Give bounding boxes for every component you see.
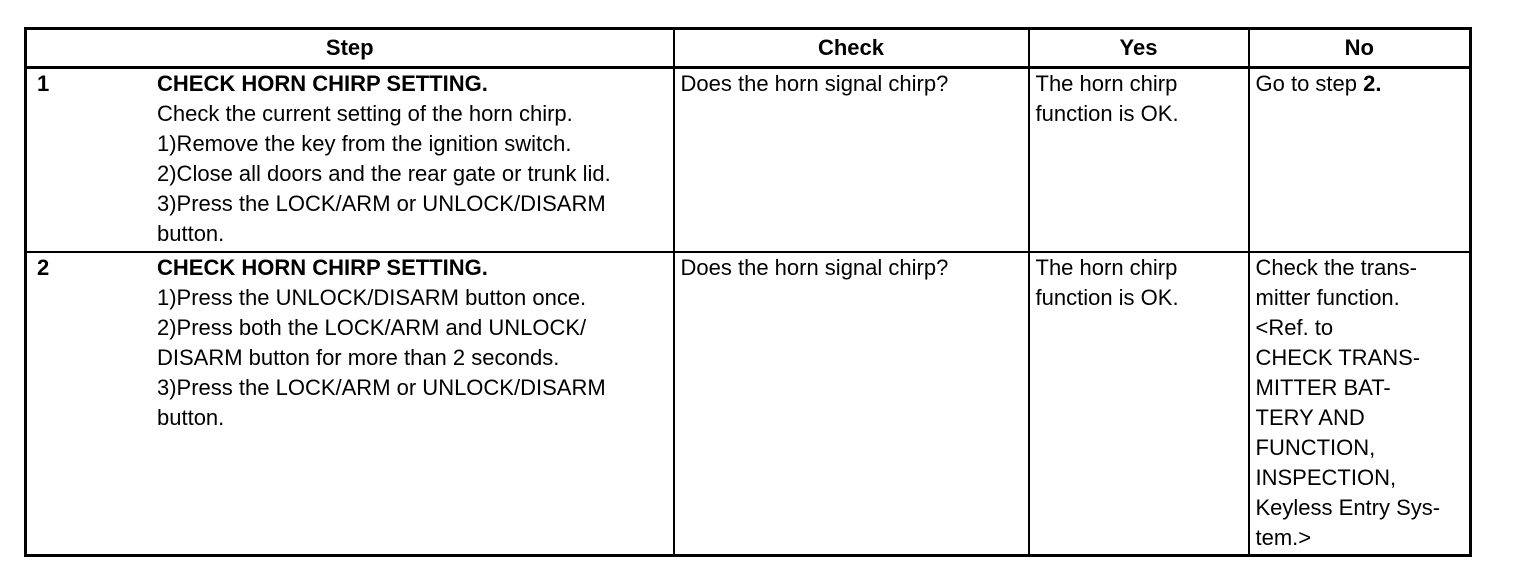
step-number: 2: [37, 255, 50, 280]
table-row: [26, 68, 1471, 253]
no-line: Keyless Entry Sys-: [1255, 495, 1441, 520]
step-cell: [26, 68, 674, 253]
no-line: INSPECTION,: [1255, 465, 1397, 490]
yes-cell: [1029, 68, 1249, 253]
no-line: FUNCTION,: [1255, 435, 1376, 460]
yes-line: function is OK.: [1035, 285, 1179, 310]
no-line: MITTER BAT-: [1255, 375, 1391, 400]
step-line: button.: [157, 405, 225, 430]
no-line: CHECK TRANS-: [1255, 345, 1421, 370]
no-text: Go to step: [1255, 71, 1364, 96]
check-text: Does the horn signal chirp?: [680, 255, 949, 280]
check-cell: [674, 252, 1029, 556]
step-line: DISARM button for more than 2 seconds.: [157, 345, 560, 370]
no-cell: [1249, 68, 1471, 253]
no-line: <Ref. to: [1255, 315, 1334, 340]
yes-line: The horn chirp: [1035, 71, 1178, 96]
table-row: [26, 252, 1471, 556]
step-line: button.: [157, 221, 225, 246]
check-text: Does the horn signal chirp?: [680, 71, 949, 96]
no-line: Check the trans-: [1255, 255, 1417, 280]
step-body: [157, 253, 667, 433]
no-line: mitter function.: [1255, 285, 1400, 310]
header-yes: Yes: [1029, 29, 1249, 68]
step-line: Check the current setting of the horn chirp.: [157, 101, 573, 126]
no-line: tem.>: [1255, 525, 1312, 550]
header-no: No: [1249, 29, 1471, 68]
step-cell: [26, 252, 674, 556]
step-line: 3)Press the LOCK/ARM or UNLOCK/DISARM: [157, 191, 606, 216]
step-body: [157, 69, 667, 249]
step-title: CHECK HORN CHIRP SETTING.: [157, 71, 488, 96]
header-row: [26, 29, 1471, 68]
header-step: Step: [26, 29, 674, 68]
step-line: 1)Remove the key from the ignition switch.: [157, 131, 572, 156]
step-line: 2)Close all doors and the rear gate or trunk lid.: [157, 161, 611, 186]
no-cell: [1249, 252, 1471, 556]
yes-cell: [1029, 252, 1249, 556]
step-number: 1: [37, 71, 50, 96]
step-line: 1)Press the UNLOCK/DISARM button once.: [157, 285, 587, 310]
yes-line: The horn chirp: [1035, 255, 1178, 280]
step-line: 2)Press both the LOCK/ARM and UNLOCK/: [157, 315, 587, 340]
step-title: CHECK HORN CHIRP SETTING.: [157, 255, 488, 280]
header-check: Check: [674, 29, 1029, 68]
yes-line: function is OK.: [1035, 101, 1179, 126]
no-line: TERY AND: [1255, 405, 1365, 430]
no-step-ref: 2.: [1363, 71, 1382, 96]
diagnostic-table: [24, 27, 1472, 557]
check-cell: [674, 68, 1029, 253]
step-line: 3)Press the LOCK/ARM or UNLOCK/DISARM: [157, 375, 606, 400]
